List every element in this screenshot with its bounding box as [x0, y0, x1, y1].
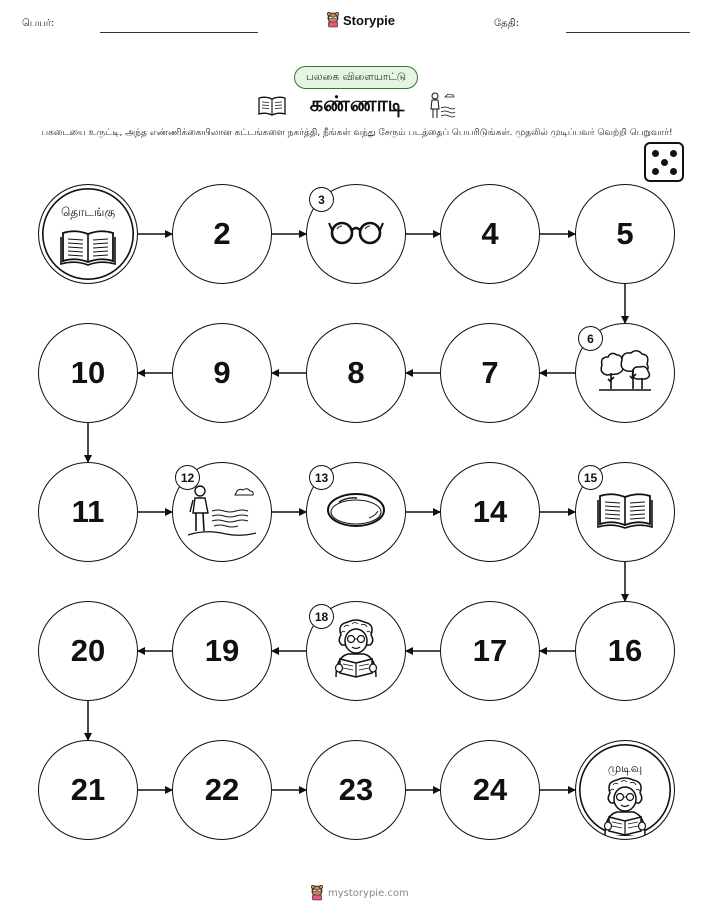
cell-number-badge: 3 [309, 187, 334, 212]
board-cell-18 [306, 601, 406, 701]
board-cell-14 [440, 462, 540, 562]
eyeglasses-icon [328, 218, 384, 250]
board-cell-20 [38, 601, 138, 701]
cell-number-badge: 6 [578, 326, 603, 351]
board-cell-13 [306, 462, 406, 562]
cell-number-badge: 12 [175, 465, 200, 490]
start-label: தொடங்கு [60, 205, 116, 219]
cell-number: 2 [213, 216, 231, 251]
man-at-shore-icon [186, 479, 258, 545]
board-cell-12 [172, 462, 272, 562]
board-cell-11 [38, 462, 138, 562]
cell-number-badge: 13 [309, 465, 334, 490]
board-cell-15 [575, 462, 675, 562]
brand-name: Storypie [343, 12, 396, 28]
board-cell-23 [306, 740, 406, 840]
grandma-reading-icon [597, 777, 653, 841]
board-cell-10 [38, 323, 138, 423]
cell-number: 23 [338, 772, 374, 807]
cell-number: 8 [347, 355, 365, 390]
board-cell-25 [575, 740, 675, 840]
board-cell-17 [440, 601, 540, 701]
game-type-badge: பலகை விளையாட்டு [294, 66, 418, 89]
cell-number: 7 [481, 355, 499, 390]
cell-number: 14 [472, 494, 508, 529]
board-cell-4 [440, 184, 540, 284]
footer-site[interactable]: mystorypie.com [328, 887, 409, 899]
board-cell-3 [306, 184, 406, 284]
board-cell-1 [38, 184, 138, 284]
cell-number: 4 [481, 216, 499, 251]
book-icon [60, 227, 116, 271]
board-cell-16 [575, 601, 675, 701]
cell-number: 5 [616, 216, 634, 251]
footer [310, 885, 409, 901]
board-cell-19 [172, 601, 272, 701]
cell-number: 24 [472, 772, 508, 807]
grandma-reading-icon [328, 619, 384, 683]
board-cell-22 [172, 740, 272, 840]
page-title: கண்ணாடி [309, 92, 405, 116]
name-label: பெயர்: [22, 18, 55, 29]
finish-label: முடிவு [607, 761, 643, 775]
storypie-mascot-icon [310, 885, 324, 901]
glass-lens-icon [325, 490, 387, 534]
cell-number: 10 [70, 355, 106, 390]
cell-number: 9 [213, 355, 231, 390]
board-cell-9 [172, 323, 272, 423]
cell-number: 21 [70, 772, 106, 807]
board-cell-24 [440, 740, 540, 840]
instructions-text: பகடையை உருட்டி, அந்த எண்ணிக்கையிலான கட்டங்களை நகர்த்தி, நீங்கள் வந்து சேரும் படத்தைப் பெயரிடுங்கள். முதலில் முடிப்பவர் வெற்றி பெறுவார்! [41, 128, 673, 138]
cell-number-badge: 15 [578, 465, 603, 490]
cell-number: 17 [472, 633, 508, 668]
cell-number: 11 [71, 494, 105, 529]
board-cell-7 [440, 323, 540, 423]
board-cell-5 [575, 184, 675, 284]
cell-number: 20 [70, 633, 106, 668]
board-cell-8 [306, 323, 406, 423]
board-cell-6 [575, 323, 675, 423]
trees-icon [597, 349, 653, 397]
board-cell-21 [38, 740, 138, 840]
board-cell-2 [172, 184, 272, 284]
date-label: தேதி: [494, 18, 520, 29]
cell-number: 22 [204, 772, 240, 807]
cell-number: 16 [607, 633, 643, 668]
book-icon [597, 490, 653, 534]
cell-number: 19 [204, 633, 240, 668]
cell-number-badge: 18 [309, 604, 334, 629]
